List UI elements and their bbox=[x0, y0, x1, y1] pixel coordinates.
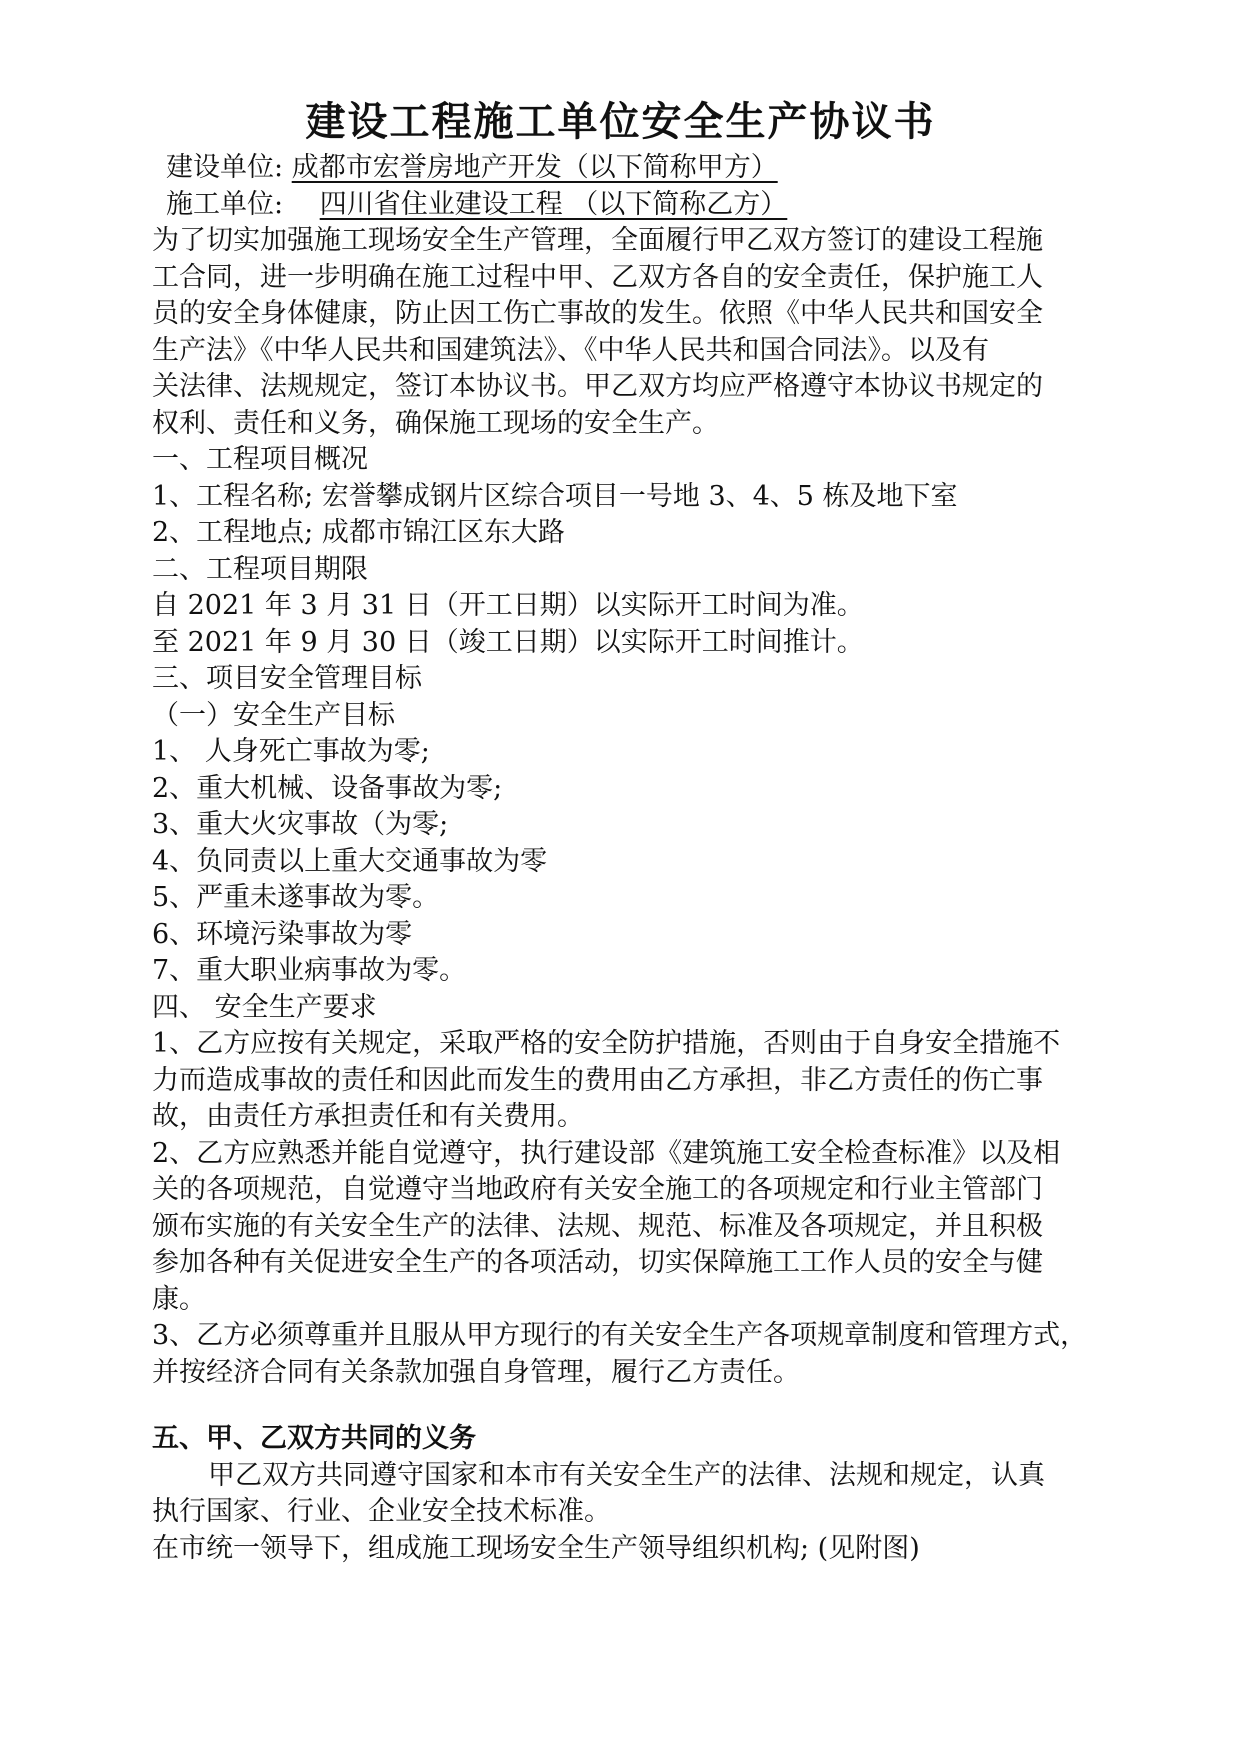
party-a-label: 建设单位: bbox=[166, 152, 284, 183]
section4-line: 力而造成事故的责任和因此而发生的费用由乙方承担，非乙方责任的伤亡事 bbox=[152, 1064, 1043, 1096]
section1-heading: 一、工程项目概况 bbox=[152, 444, 368, 475]
intro-paragraph bbox=[152, 223, 1112, 442]
intro-line: 工合同，进一步明确在施工过程中甲、乙双方各自的安全责任，保护施工人 bbox=[152, 261, 1043, 293]
section1-item: 2、工程地点; 成都市锦江区东大路 bbox=[152, 517, 565, 548]
party-a-line bbox=[152, 150, 1112, 187]
section4-line: 故，由责任方承担责任和有关费用。 bbox=[152, 1101, 584, 1132]
section4-heading: 四、 安全生产要求 bbox=[152, 991, 377, 1023]
section4-line: 并按经济合同有关条款加强自身管理，履行乙方责任。 bbox=[152, 1356, 800, 1388]
intro-line: 关法律、法规规定，签订本协议书。甲乙双方均应严格遵守本协议书规定的 bbox=[152, 371, 1043, 402]
section5-line: 在市统一领导下，组成施工现场安全生产领导组织机构; (见附图) bbox=[152, 1532, 920, 1564]
party-b-label: 施工单位: bbox=[166, 188, 284, 220]
section4-line: 参加各种有关促进安全生产的各项活动，切实保障施工工作人员的安全与健 bbox=[152, 1247, 1043, 1278]
section4-line: 2、乙方应熟悉并能自觉遵守，执行建设部《建筑施工安全检查标准》以及相 bbox=[152, 1137, 1061, 1169]
section2-heading: 二、工程项目期限 bbox=[152, 553, 368, 585]
section4-line: 康。 bbox=[152, 1283, 206, 1315]
document-title: 建设工程施工单位安全生产协议书 bbox=[305, 98, 936, 145]
section4-line: 关的各项规范，自觉遵守当地政府有关安全施工的各项规定和行业主管部门 bbox=[152, 1174, 1043, 1205]
section5-heading: 五、甲、乙双方共同的义务 bbox=[152, 1423, 476, 1454]
section3-item: 3、重大火灾事故（为零; bbox=[152, 809, 449, 840]
section1-item: 1、工程名称; 宏誉攀成钢片区综合项目一号地 3、4、5 栋及地下室 bbox=[152, 480, 958, 512]
section5-line: 执行国家、行业、企业安全技术标准。 bbox=[152, 1496, 611, 1527]
section-spacer bbox=[152, 1391, 1112, 1421]
section3-item: 4、负同责以上重大交通事故为零 bbox=[152, 845, 548, 877]
intro-line: 生产法》《中华人民共和国建筑法》、《中华人民共和国合同法》。以及有 bbox=[152, 334, 989, 366]
party-b-line bbox=[152, 187, 1112, 224]
section3-subheading: （一）安全生产目标 bbox=[152, 699, 395, 731]
intro-line: 权利、责任和义务，确保施工现场的安全生产。 bbox=[152, 407, 719, 439]
intro-line: 员的安全身体健康，防止因工伤亡事故的发生。依照《中华人民共和国安全 bbox=[152, 298, 1043, 329]
section3-item: 5、严重未遂事故为零。 bbox=[152, 882, 440, 913]
section4-line: 1、乙方应按有关规定，采取严格的安全防护措施，否则由于自身安全措施不 bbox=[152, 1028, 1061, 1059]
section2-item: 自 2021 年 3 月 31 日（开工日期）以实际开工时间为准。 bbox=[152, 590, 864, 621]
section3-item: 2、重大机械、设备事故为零; bbox=[152, 772, 503, 804]
section4-line: 3、乙方必须尊重并且服从甲方现行的有关安全生产各项规章制度和管理方式， bbox=[152, 1320, 1088, 1351]
section3-item: 1、 人身死亡事故为零; bbox=[152, 736, 430, 767]
intro-line: 为了切实加强施工现场安全生产管理，全面履行甲乙双方签订的建设工程施 bbox=[152, 225, 1043, 256]
party-a-value: 成都市宏誉房地产开发（以下简称甲方） bbox=[291, 152, 778, 183]
section3-item: 6、环境污染事故为零 bbox=[152, 918, 413, 950]
document-body bbox=[152, 150, 1112, 1567]
section2-item: 至 2021 年 9 月 30 日（竣工日期）以实际开工时间推计。 bbox=[152, 626, 864, 658]
party-b-value: 四川省住业建设工程 （以下简称乙方） bbox=[319, 188, 788, 220]
section3-heading: 三、项目安全管理目标 bbox=[152, 663, 422, 694]
section4-line: 颁布实施的有关安全生产的法律、法规、规范、标准及各项规定，并且积极 bbox=[152, 1210, 1043, 1242]
section5-line: 甲乙双方共同遵守国家和本市有关安全生产的法律、法规和规定，认真 bbox=[208, 1459, 1045, 1491]
section3-item: 7、重大职业病事故为零。 bbox=[152, 955, 467, 986]
